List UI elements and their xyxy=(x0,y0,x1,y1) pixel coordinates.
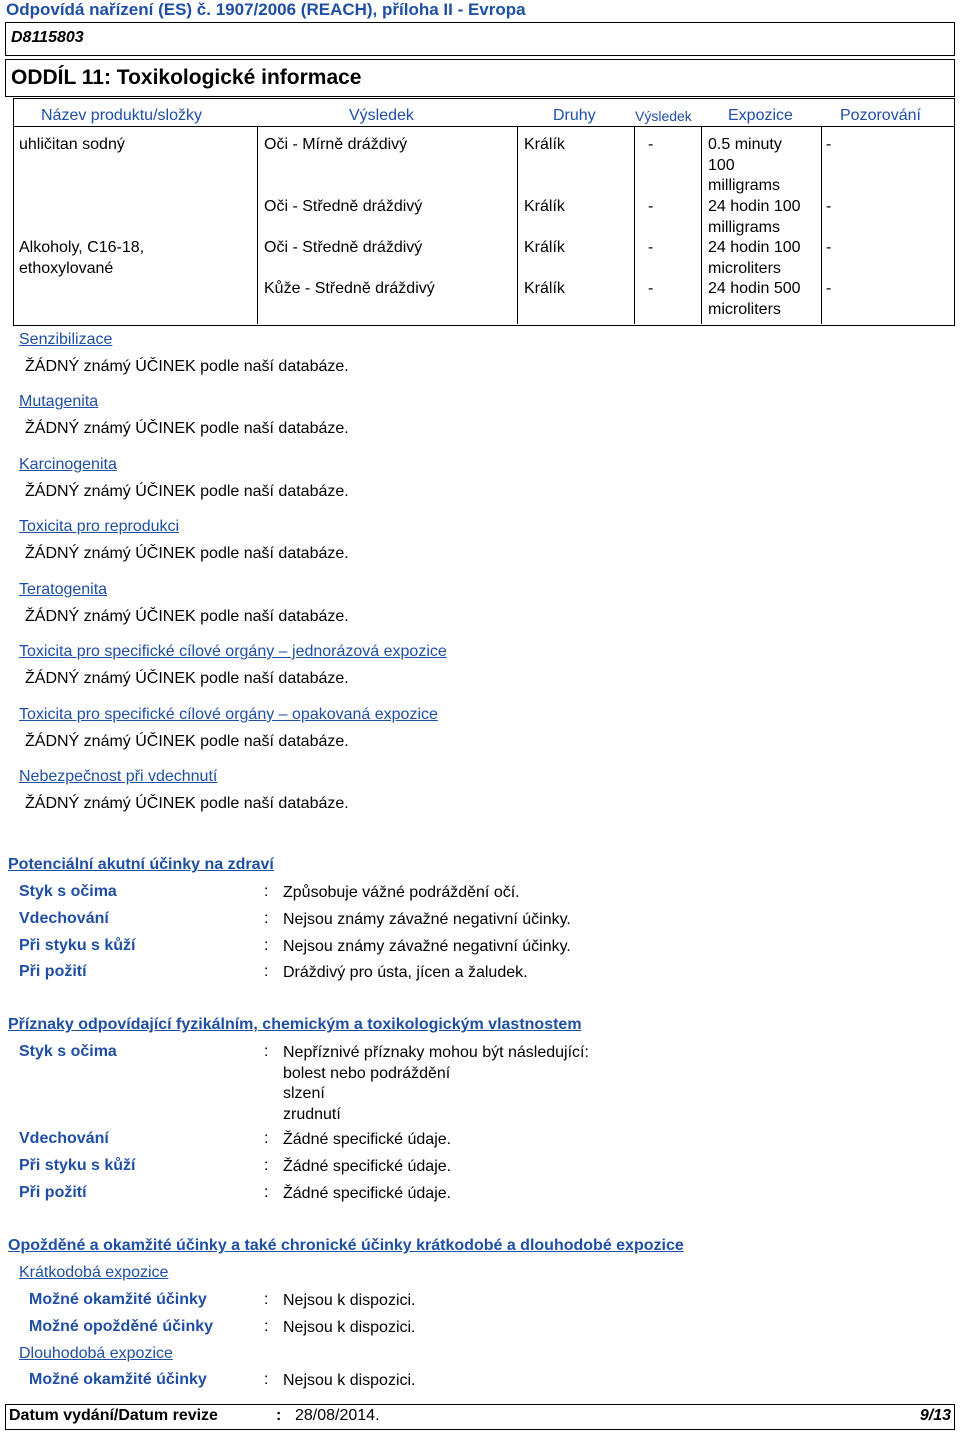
colon: : xyxy=(264,910,269,927)
colon: : xyxy=(264,1371,269,1388)
table-column-rule xyxy=(634,126,635,324)
doc-id: D8115803 xyxy=(11,29,84,46)
table-cell-observation: - xyxy=(826,136,832,153)
table-cell-species: Králík xyxy=(524,239,565,256)
acute-effects-title: Potenciální akutní účinky na zdraví xyxy=(8,856,274,873)
table-cell-exposure: 24 hodin 500 microliters xyxy=(708,280,801,318)
footer-date-label: Datum vydání/Datum revize xyxy=(9,1407,218,1424)
section-title: ODDÍL 11: Toxikologické informace xyxy=(11,66,362,89)
table-cell-exposure: 24 hodin 100 microliters xyxy=(708,239,801,277)
colon: : xyxy=(264,937,269,954)
colon: : xyxy=(264,883,269,900)
section-text: ŽÁDNÝ známý ÚČINEK podle naší databáze. xyxy=(25,608,349,625)
table-column-rule xyxy=(701,126,702,324)
short-term-exposure-heading: Krátkodobá expozice xyxy=(19,1264,169,1281)
col-header-exposure: Expozice xyxy=(728,107,793,124)
section-heading-stot-repeated: Toxicita pro specifické cílové orgány – opakovaná expozice xyxy=(19,706,438,723)
regulation-header: Odpovídá nařízení (ES) č. 1907/2006 (REACH), příloha II - Evropa xyxy=(6,0,526,19)
section-text: ŽÁDNÝ známý ÚČINEK podle naší databáze. xyxy=(25,733,349,750)
symptoms-value: Nepříznivé příznaky mohou být následující: bolest nebo podráždění slzení zrudnutí xyxy=(283,1044,589,1123)
acute-label: Styk s očima xyxy=(19,883,117,900)
colon: : xyxy=(264,1184,269,1201)
acute-label: Při styku s kůží xyxy=(19,937,136,954)
table-cell-observation: - xyxy=(826,280,832,297)
table-cell-result: Kůže - Středně dráždivý xyxy=(264,280,435,297)
table-column-rule xyxy=(821,126,822,324)
table-cell-species: Králík xyxy=(524,136,565,153)
effect-label: Možné opožděné účinky xyxy=(29,1318,214,1335)
symptoms-label: Při styku s kůží xyxy=(19,1157,136,1174)
colon: : xyxy=(264,1043,269,1060)
acute-label: Vdechování xyxy=(19,910,109,927)
footer xyxy=(5,1404,955,1430)
symptoms-value: Žádné specifické údaje. xyxy=(283,1158,452,1175)
table-cell-species: Králík xyxy=(524,280,565,297)
acute-label: Při požití xyxy=(19,963,87,980)
section-text: ŽÁDNÝ známý ÚČINEK podle naší databáze. xyxy=(25,795,349,812)
section-title-box xyxy=(5,59,955,97)
section-heading-sensitization: Senzibilizace xyxy=(19,331,113,348)
table-column-rule xyxy=(517,126,518,324)
table-cell-result: Oči - Mírně dráždivý xyxy=(264,136,408,153)
section-text: ŽÁDNÝ známý ÚČINEK podle naší databáze. xyxy=(25,670,349,687)
col-header-score: Výsledek xyxy=(635,108,692,124)
table-cell-observation: - xyxy=(826,239,832,256)
section-heading-mutagenicity: Mutagenita xyxy=(19,393,99,410)
colon: : xyxy=(264,1130,269,1147)
section-heading-teratogenicity: Teratogenita xyxy=(19,581,108,598)
symptoms-value: Žádné specifické údaje. xyxy=(283,1131,452,1148)
footer-colon: : xyxy=(276,1407,282,1424)
table-cell-product: uhličitan sodný xyxy=(19,136,125,153)
section-text: ŽÁDNÝ známý ÚČINEK podle naší databáze. xyxy=(25,358,349,375)
table-cell-observation: - xyxy=(826,198,832,215)
symptoms-title: Příznaky odpovídající fyzikálním, chemickým a toxikologickým vlastnostem xyxy=(8,1016,582,1033)
table-cell-product: Alkoholy, C16-18, ethoxylované xyxy=(19,239,145,277)
table-cell-species: Králík xyxy=(524,198,565,215)
toxicity-table xyxy=(13,98,955,326)
section-text: ŽÁDNÝ známý ÚČINEK podle naší databáze. xyxy=(25,420,349,437)
table-column-rule xyxy=(257,126,258,324)
section-heading-aspiration-hazard: Nebezpečnost při vdechnutí xyxy=(19,768,218,785)
col-header-product: Název produktu/složky xyxy=(41,107,202,124)
col-header-observation: Pozorování xyxy=(840,107,921,124)
section-heading-carcinogenicity: Karcinogenita xyxy=(19,456,117,473)
table-cell-score: - xyxy=(648,280,654,297)
table-cell-score: - xyxy=(648,239,654,256)
section-heading-reproductive-toxicity: Toxicita pro reprodukci xyxy=(19,518,180,535)
footer-date: 28/08/2014. xyxy=(295,1407,380,1424)
acute-value: Dráždivý pro ústa, jícen a žaludek. xyxy=(283,964,528,981)
colon: : xyxy=(264,963,269,980)
effect-value: Nejsou k dispozici. xyxy=(283,1292,416,1309)
doc-id-box xyxy=(5,22,955,56)
table-cell-exposure: 24 hodin 100 milligrams xyxy=(708,198,801,236)
page-number: 9/13 xyxy=(919,1407,951,1424)
table-cell-result: Oči - Středně dráždivý xyxy=(264,239,423,256)
section-text: ŽÁDNÝ známý ÚČINEK podle naší databáze. xyxy=(25,483,349,500)
section-heading-stot-single: Toxicita pro specifické cílové orgány – jednorázová expozice xyxy=(19,643,447,660)
symptoms-label: Styk s očima xyxy=(19,1043,117,1060)
col-header-result: Výsledek xyxy=(349,107,414,124)
effect-label: Možné okamžité účinky xyxy=(29,1371,207,1388)
table-cell-result: Oči - Středně dráždivý xyxy=(264,198,423,215)
section-text: ŽÁDNÝ známý ÚČINEK podle naší databáze. xyxy=(25,545,349,562)
effect-value: Nejsou k dispozici. xyxy=(283,1372,416,1389)
table-cell-exposure: 0.5 minuty 100 milligrams xyxy=(708,136,782,194)
symptoms-label: Při požití xyxy=(19,1184,87,1201)
col-header-species: Druhy xyxy=(553,107,596,124)
symptoms-value: Žádné specifické údaje. xyxy=(283,1185,452,1202)
long-term-exposure-heading: Dlouhodobá expozice xyxy=(19,1345,173,1362)
colon: : xyxy=(264,1157,269,1174)
colon: : xyxy=(264,1291,269,1308)
effect-value: Nejsou k dispozici. xyxy=(283,1319,416,1336)
table-header-rule xyxy=(14,126,954,127)
effect-label: Možné okamžité účinky xyxy=(29,1291,207,1308)
acute-value: Nejsou známy závažné negativní účinky. xyxy=(283,911,571,928)
symptoms-label: Vdechování xyxy=(19,1130,109,1147)
colon: : xyxy=(264,1318,269,1335)
acute-value: Nejsou známy závažné negativní účinky. xyxy=(283,938,571,955)
delayed-effects-title: Opožděné a okamžité účinky a také chronické účinky krátkodobé a dlouhodobé expozice xyxy=(8,1237,684,1254)
acute-value: Způsobuje vážné podráždění očí. xyxy=(283,884,520,901)
table-cell-score: - xyxy=(648,198,654,215)
table-cell-score: - xyxy=(648,136,654,153)
